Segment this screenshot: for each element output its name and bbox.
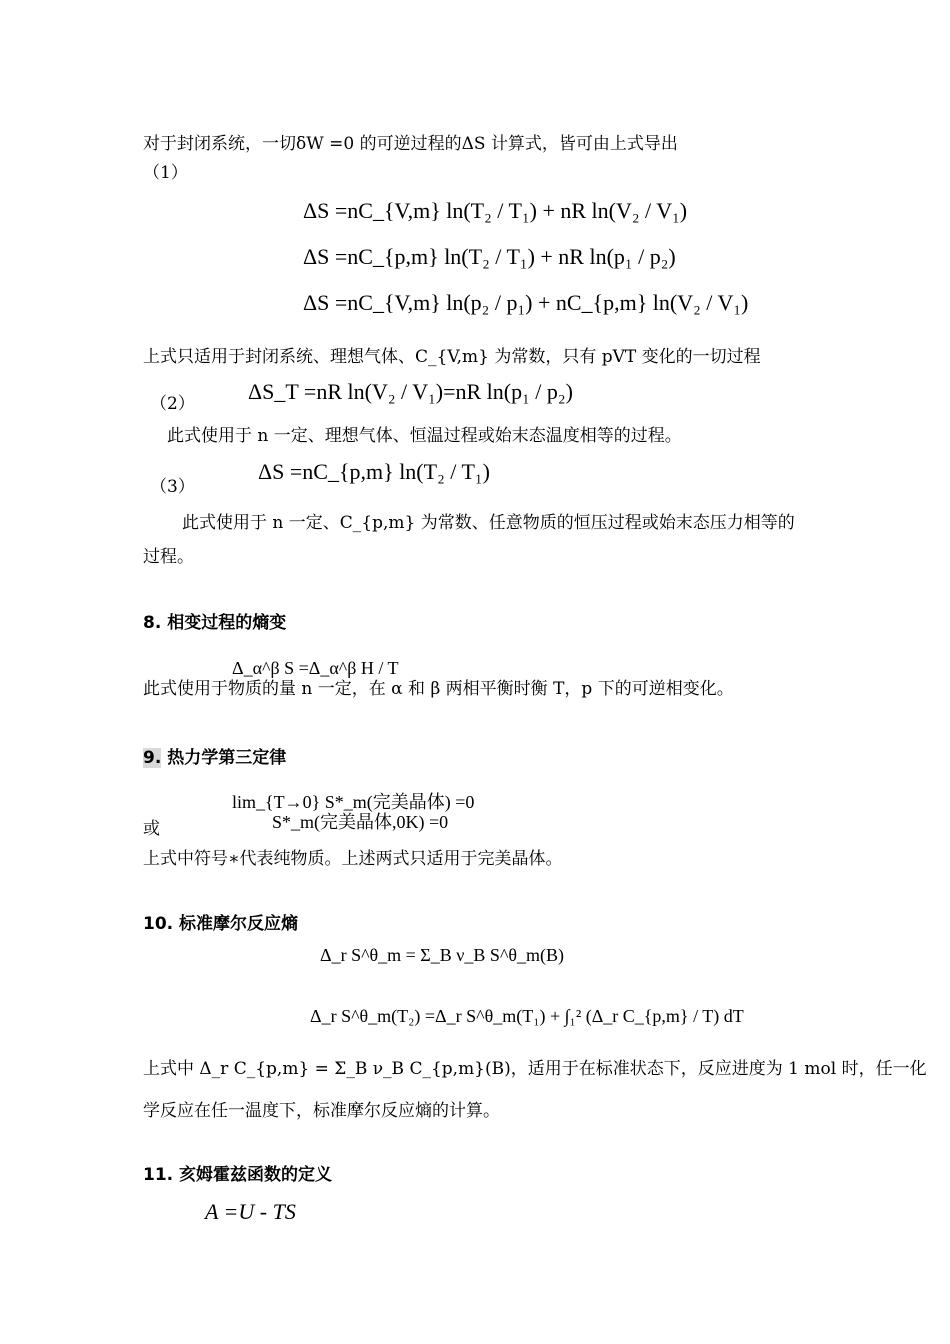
text-line-phase-transition: 此式使用于物质的量 n 一定，在 α 和 β 两相平衡时衡 T，p 下的可逆相变化。	[143, 679, 734, 699]
text-line-applicability-3-cont: 过程。	[143, 547, 194, 567]
text-line-applicability-1: 上式只适用于封闭系统、理想气体、C_{V,m} 为常数，只有 pVT 变化的一切过程	[143, 347, 761, 367]
text-line-reaction-entropy-1: 上式中 Δ_r C_{p,m} = Σ_B ν_B C_{p,m}(B)，适用于在标准状态下，反应进度为 1 mol 时，任一化	[143, 1059, 927, 1079]
section-heading-11: 11. 亥姆霍兹函数的定义	[143, 1165, 333, 1185]
section-title-9: 热力学第三定律	[161, 748, 287, 768]
equation-isobaric-entropy: ΔS =nC_{p,m} ln(T₂ / T₁)	[258, 459, 490, 484]
text-or: 或	[143, 819, 160, 839]
equation-standard-reaction-entropy: Δ_r S^θ_m = Σ_B ν_B S^θ_m(B)	[320, 945, 565, 965]
equation-reaction-entropy-temperature: Δ_r S^θ_m(T₂) =Δ_r S^θ_m(T₁) + ∫₁² (Δ_r C_{p,m} / T) dT	[310, 1006, 744, 1026]
item-number-3: （3）	[150, 477, 195, 497]
item-number-1: （1）	[143, 163, 188, 183]
equation-isothermal-entropy: ΔS_T =nR ln(V₂ / V₁)=nR ln(p₁ / p₂)	[248, 379, 573, 404]
text-line-applicability-3: 此式使用于 n 一定、C_{p,m} 为常数、任意物质的恒压过程或始末态压力相等的	[182, 513, 795, 533]
equation-third-law-limit: lim_{T→0} S*_m(完美晶体) =0	[232, 792, 475, 812]
equation-entropy-cp-t-p: ΔS =nC_{p,m} ln(T₂ / T₁) + nR ln(p₁ / p₂)	[303, 244, 676, 269]
text-line-applicability-2: 此式使用于 n 一定、理想气体、恒温过程或始末态温度相等的过程。	[167, 426, 682, 446]
section-heading-10: 10. 标准摩尔反应熵	[143, 914, 299, 934]
section-number-9: 9.	[143, 748, 162, 768]
equation-phase-transition-entropy: Δ_α^β S =Δ_α^β H / T	[232, 658, 399, 678]
section-heading-9	[143, 743, 286, 768]
text-line-pure-substance: 上式中符号∗代表纯物质。上述两式只适用于完美晶体。	[143, 849, 563, 869]
equation-entropy-cv-p-cp-v: ΔS =nC_{V,m} ln(p₂ / p₁) + nC_{p,m} ln(V₂ / V₁)	[303, 290, 749, 315]
text-line-reaction-entropy-2: 学反应在任一温度下，标准摩尔反应熵的计算。	[143, 1101, 500, 1121]
equation-third-law-zero: S*_m(完美晶体,0K) =0	[272, 812, 449, 832]
equation-entropy-cv-t-v: ΔS =nC_{V,m} ln(T₂ / T₁) + nR ln(V₂ / V₁)	[303, 198, 688, 223]
item-number-2: （2）	[150, 394, 195, 414]
equation-helmholtz-definition: A =U - TS	[205, 1199, 296, 1224]
section-heading-8: 8. 相变过程的熵变	[143, 613, 287, 633]
text-closed-system: 对于封闭系统，一切δW =0 的可逆过程的ΔS 计算式，皆可由上式导出	[143, 134, 678, 154]
text-line-closed-system	[143, 133, 678, 155]
